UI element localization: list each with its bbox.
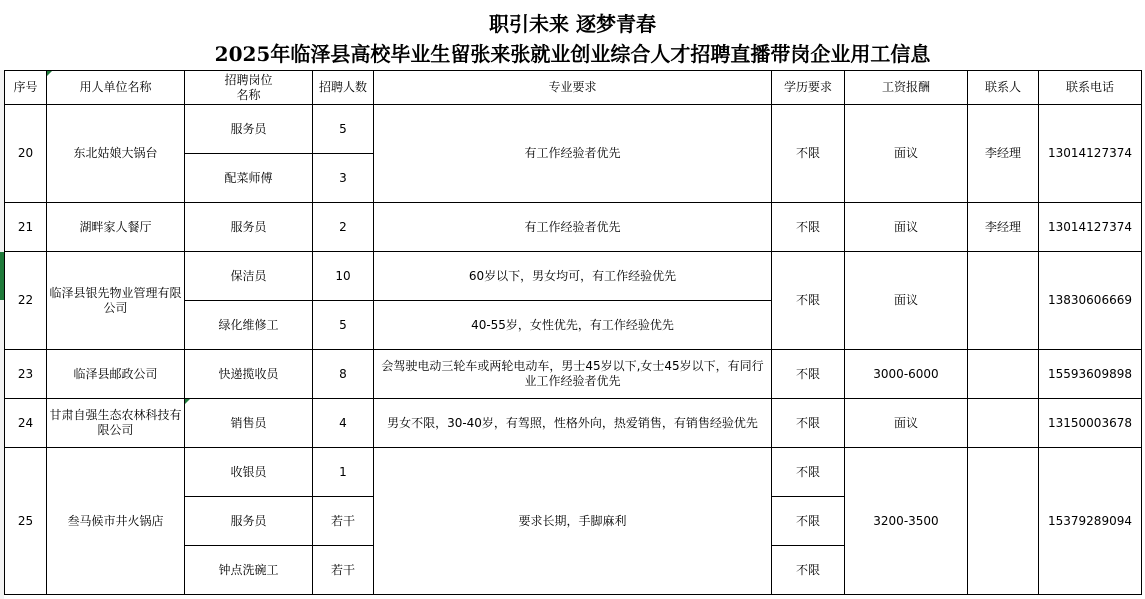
cell-company: 湖畔家人餐厅 [47,203,185,252]
cell-phone: 15379289094 [1039,448,1142,595]
cell-position: 配菜师傅 [185,154,313,203]
cell-major: 有工作经验者优先 [374,105,772,203]
cell-phone: 13150003678 [1039,399,1142,448]
cell-phone: 13014127374 [1039,203,1142,252]
cell-salary: 面议 [845,105,968,203]
table-row [5,399,1142,448]
cell-salary: 面议 [845,399,968,448]
table-row [5,350,1142,399]
cell-position: 保洁员 [185,252,313,301]
cell-edu: 不限 [772,497,845,546]
cell-position: 收银员 [185,448,313,497]
cell-salary: 面议 [845,252,968,350]
cell-phone: 13830606669 [1039,252,1142,350]
cell-company: 叁马候市井火锅店 [47,448,185,595]
header-seq: 序号 [5,71,47,105]
cell-salary: 面议 [845,203,968,252]
cell-seq: 25 [5,448,47,595]
cell-count: 10 [313,252,374,301]
cell-edu: 不限 [772,546,845,595]
cell-count: 若干 [313,497,374,546]
cell-company: 东北姑娘大锅台 [47,105,185,203]
cell-edu: 不限 [772,350,845,399]
cell-count: 5 [313,105,374,154]
cell-edu: 不限 [772,252,845,350]
cell-major: 会驾驶电动三轮车或两轮电动车，男士45岁以下,女士45岁以下，有同行业工作经验者优先 [374,350,772,399]
header-phone: 联系电话 [1039,71,1142,105]
table-row [5,203,1142,252]
table-row [5,448,1142,497]
cell-seq: 20 [5,105,47,203]
table-row [5,252,1142,301]
cell-position: 销售员 [185,399,313,448]
header-salary: 工资报酬 [845,71,968,105]
cell-company: 临泽县邮政公司 [47,350,185,399]
cell-count: 1 [313,448,374,497]
cell-major: 有工作经验者优先 [374,203,772,252]
cell-contact [968,399,1039,448]
header-contact: 联系人 [968,71,1039,105]
cell-major: 40-55岁，女性优先，有工作经验优先 [374,301,772,350]
cell-count: 若干 [313,546,374,595]
cell-contact [968,350,1039,399]
cell-seq: 23 [5,350,47,399]
cell-position: 绿化维修工 [185,301,313,350]
cell-position: 快递揽收员 [185,350,313,399]
header-edu: 学历要求 [772,71,845,105]
selection-marker [0,252,4,300]
header-count: 招聘人数 [313,71,374,105]
cell-count: 3 [313,154,374,203]
cell-salary: 3000-6000 [845,350,968,399]
comment-marker [47,71,52,76]
cell-contact: 李经理 [968,105,1039,203]
cell-salary: 3200-3500 [845,448,968,595]
cell-company: 临泽县银先物业管理有限公司 [47,252,185,350]
header-major: 专业要求 [374,71,772,105]
cell-edu: 不限 [772,105,845,203]
cell-position: 钟点洗碗工 [185,546,313,595]
cell-count: 2 [313,203,374,252]
cell-count: 4 [313,399,374,448]
cell-edu: 不限 [772,203,845,252]
header-row [5,71,1142,105]
header-company: 用人单位名称 [47,71,185,105]
cell-company: 甘肃自强生态农林科技有限公司 [47,399,185,448]
cell-seq: 24 [5,399,47,448]
cell-position: 服务员 [185,105,313,154]
cell-contact [968,448,1039,595]
cell-major: 要求长期，手脚麻利 [374,448,772,595]
page-title: 职引未来 逐梦青春 [489,12,656,36]
cell-major: 男女不限，30-40岁，有驾照，性格外向，热爱销售，有销售经验优先 [374,399,772,448]
cell-major: 60岁以下，男女均可，有工作经验优先 [374,252,772,301]
cell-edu: 不限 [772,448,845,497]
cell-position: 服务员 [185,203,313,252]
recruitment-table [4,70,1142,595]
cell-count: 5 [313,301,374,350]
cell-phone: 13014127374 [1039,105,1142,203]
cell-edu: 不限 [772,399,845,448]
cell-count: 8 [313,350,374,399]
cell-contact: 李经理 [968,203,1039,252]
cell-seq: 21 [5,203,47,252]
header-position: 招聘岗位 名称 [185,71,313,105]
comment-marker [185,399,190,404]
cell-contact [968,252,1039,350]
table-row [5,105,1142,154]
cell-seq: 22 [5,252,47,350]
page-subtitle: 2025年临泽县高校毕业生留张来张就业创业综合人才招聘直播带岗企业用工信息 [214,42,931,66]
cell-position: 服务员 [185,497,313,546]
cell-phone: 15593609898 [1039,350,1142,399]
